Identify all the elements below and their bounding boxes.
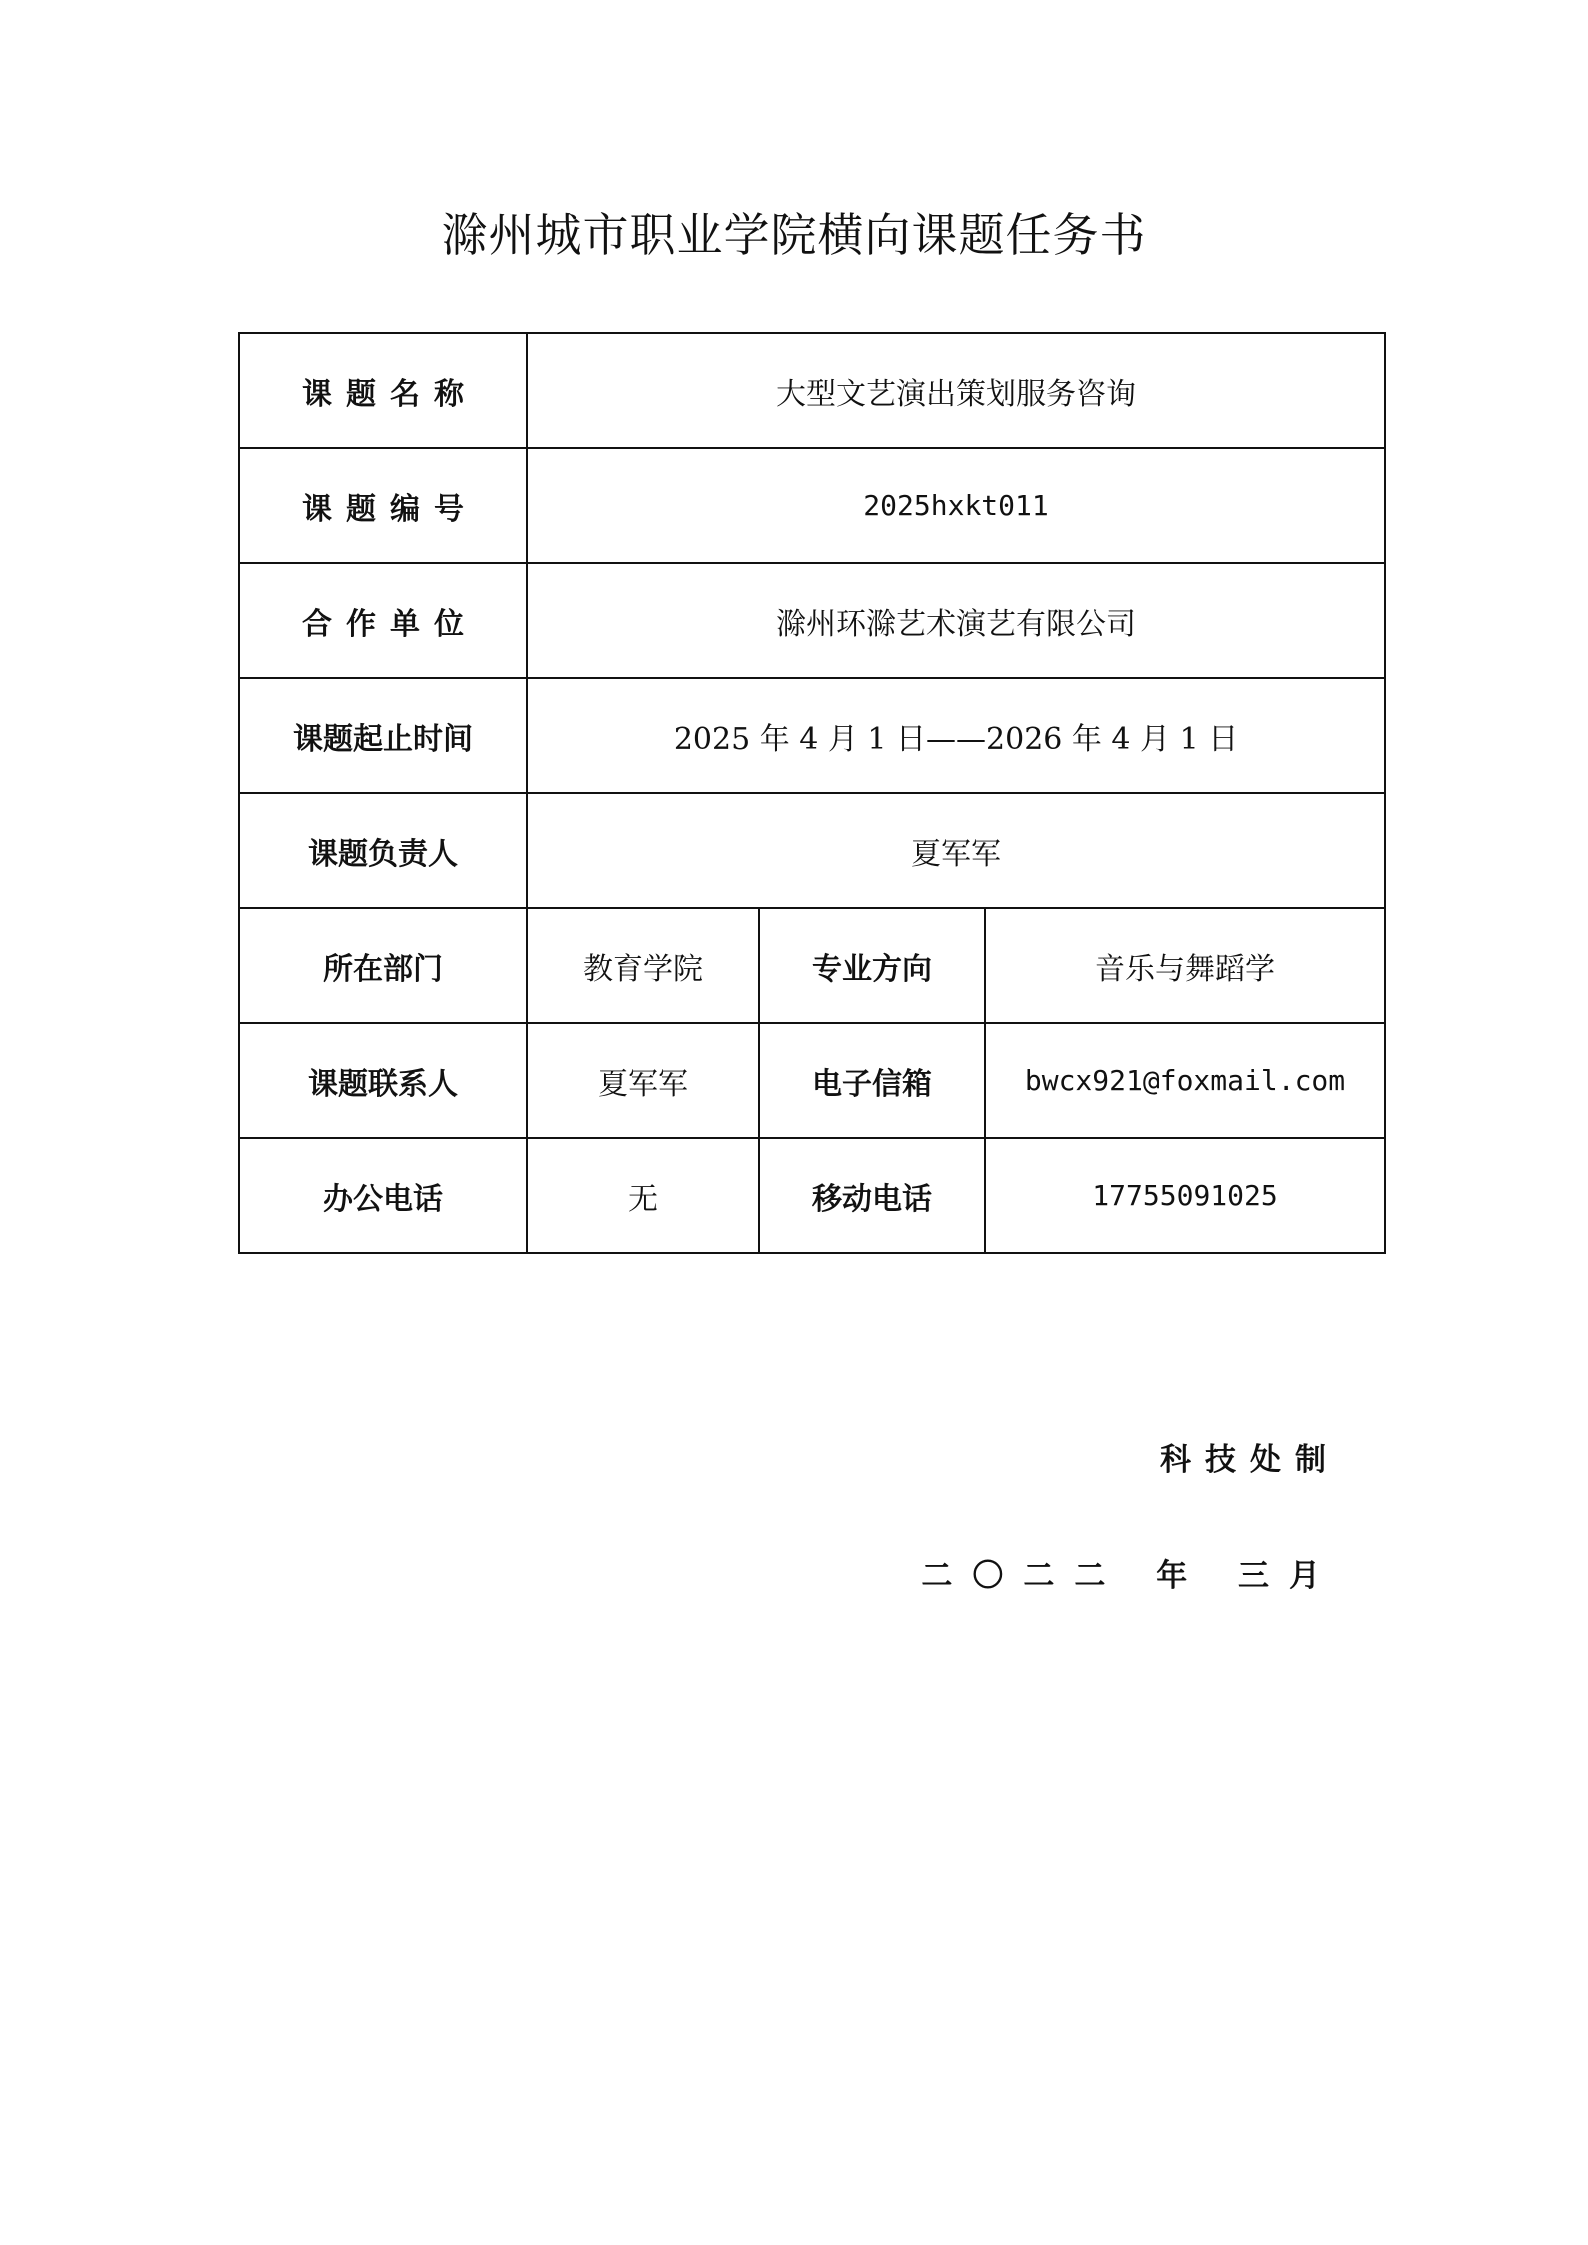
issue-date: 二〇二二 年 三月 [921,1558,1340,1594]
table-row [239,563,1385,678]
office-phone-value: 无 [527,1138,759,1253]
contact-value: 夏军军 [527,1023,759,1138]
leader-label: 课题负责人 [239,793,527,908]
table-row [239,448,1385,563]
issuer-text: 科技处制 [1160,1442,1340,1478]
table-row [239,908,1385,1023]
project-number-label: 课题编号 [239,448,527,563]
email-label: 电子信箱 [759,1023,985,1138]
partner-unit-value: 滁州环滁艺术演艺有限公司 [527,563,1385,678]
mobile-phone-value: 17755091025 [985,1138,1385,1253]
major-value: 音乐与舞蹈学 [985,908,1385,1023]
office-phone-label: 办公电话 [239,1138,527,1253]
table-row [239,793,1385,908]
project-name-value: 大型文艺演出策划服务咨询 [527,333,1385,448]
project-name-label: 课题名称 [239,333,527,448]
table-row [239,678,1385,793]
leader-value: 夏军军 [527,793,1385,908]
department-label: 所在部门 [239,908,527,1023]
table-row [239,1138,1385,1253]
page-title: 滁州城市职业学院横向课题任务书 [441,208,1147,262]
major-label: 专业方向 [759,908,985,1023]
email-value: bwcx921@foxmail.com [985,1023,1385,1138]
mobile-phone-label: 移动电话 [759,1138,985,1253]
partner-unit-label: 合作单位 [239,563,527,678]
table-row [239,333,1385,448]
task-table [238,332,1386,1254]
project-number-value: 2025hxkt011 [527,448,1385,563]
period-value: 2025 年 4 月 1 日——2026 年 4 月 1 日 [527,678,1385,793]
period-label: 课题起止时间 [239,678,527,793]
table-row [239,1023,1385,1138]
contact-label: 课题联系人 [239,1023,527,1138]
department-value: 教育学院 [527,908,759,1023]
